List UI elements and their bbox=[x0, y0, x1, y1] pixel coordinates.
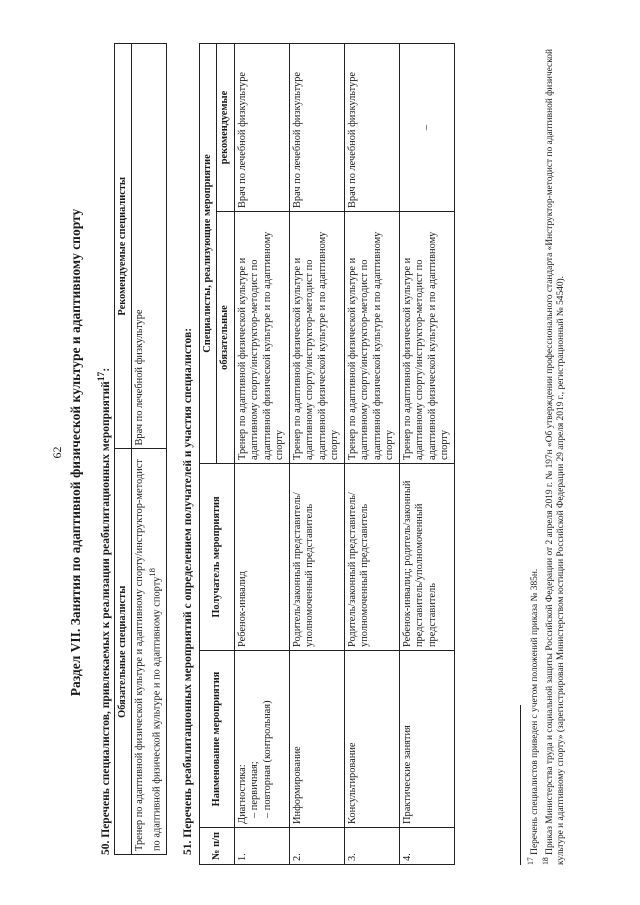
footnote-ref-17: 17 bbox=[96, 371, 107, 382]
specialists-table bbox=[114, 43, 167, 855]
footnote-18 bbox=[541, 43, 568, 865]
col-recommended-header: рекомендуемые bbox=[217, 44, 234, 212]
section-title: Раздел VII. Занятия по адаптивной физической культуре и адаптивному спорту bbox=[68, 208, 83, 697]
row-num: 4. bbox=[399, 828, 454, 865]
table-row bbox=[344, 44, 399, 865]
row-name: Практические занятия bbox=[399, 651, 454, 828]
row-recommended: Врач по лечебной физкультуре bbox=[344, 44, 399, 212]
footnote-text: Приказ Министерства труда и социальной защиты Российской Федерации от 2 апреля 2019 г. № 197н «Об утверждении профессионального стандарта «Инструктор-методист по адаптивной физической культуре и адаптивному спорту» (зарегистрирован Министерством юстиции Российской Федерации 29 апреля 2019 г., регистрационный № 54540). bbox=[545, 48, 567, 865]
s50-caption bbox=[96, 368, 112, 855]
required-specialist-text: Тренер по адаптивной физической культуре и адаптивному спорту/инструктор-методист по адаптивной физической культуре и по адаптивному спорту bbox=[134, 459, 163, 851]
recommended-specialist-cell: Врач по лечебной физкультуре bbox=[132, 44, 166, 450]
footnote-17 bbox=[526, 569, 541, 865]
row-recommended: – bbox=[399, 44, 454, 212]
row-name: Информирование bbox=[289, 651, 344, 828]
row-num: 2. bbox=[289, 828, 344, 865]
footnote-text: Перечень специалистов приведен с учетом положений приказа № 385н. bbox=[530, 568, 541, 855]
col-required-header: Обязательные специалисты bbox=[115, 449, 132, 855]
footnote-mark: 17 bbox=[526, 857, 535, 865]
row-required: Тренер по адаптивной физической культуре и адаптивному спорту/инструктор-методист по адаптивной физической культуре и по адаптивному спорту bbox=[399, 212, 454, 464]
table-row bbox=[399, 44, 454, 865]
footnote-mark: 18 bbox=[541, 857, 550, 865]
row-num: 1. bbox=[234, 828, 289, 865]
row-required: Тренер по адаптивной физической культуре и адаптивному спорту/инструктор-методист по адаптивной физической культуре и по адаптивному спорту bbox=[234, 212, 289, 464]
row-name-subitem: – повторная (контрольная) bbox=[261, 700, 273, 818]
col-specialists-header: Специалисты, реализующие мероприятие bbox=[200, 44, 217, 464]
required-specialist-cell bbox=[132, 449, 166, 855]
footnote-divider bbox=[520, 705, 521, 865]
table-row bbox=[234, 44, 289, 865]
row-recipient: Ребенок-инвалид bbox=[234, 464, 289, 651]
row-recommended: Врач по лечебной физкультуре bbox=[289, 44, 344, 212]
row-name-text: Диагностика: bbox=[236, 764, 248, 824]
col-num-header: № п/п bbox=[200, 828, 235, 865]
row-name bbox=[234, 651, 289, 828]
row-name-subitem: – первичная; bbox=[249, 761, 261, 818]
row-required: Тренер по адаптивной физической культуре и адаптивному спорту/инструктор-методист по адаптивной физической культуре и по адаптивному спорту bbox=[289, 212, 344, 464]
col-recommended-header: Рекомендуемые специалисты bbox=[115, 44, 132, 450]
footnote-ref-18: 18 bbox=[146, 568, 157, 577]
s50-caption-text: 50. Перечень специалистов, привлекаемых к реализации реабилитационных мероприятий bbox=[99, 381, 112, 855]
row-required: Тренер по адаптивной физической культуре и адаптивному спорту/инструктор-методист по адаптивной физической культуре и по адаптивному спорту bbox=[344, 212, 399, 464]
row-recipient: Родитель/законный представитель/уполномоченный представитель bbox=[289, 464, 344, 651]
col-recipient-header: Получатель мероприятия bbox=[200, 464, 235, 651]
row-recipient: Родитель/законный представитель/уполномоченный представитель bbox=[344, 464, 399, 651]
page-number: 62 bbox=[50, 446, 64, 459]
row-name: Консультирование bbox=[344, 651, 399, 828]
row-recommended: Врач по лечебной физкультуре bbox=[234, 44, 289, 212]
table-row bbox=[289, 44, 344, 865]
measures-table bbox=[199, 43, 455, 865]
s50-caption-end: : bbox=[99, 367, 112, 372]
s51-caption: 51. Перечень реабилитационных мероприятий с определением получателей и участия специалистов: bbox=[182, 327, 194, 855]
col-required-header: обязательные bbox=[217, 212, 234, 464]
row-recipient: Ребенок-инвалид; родитель/законный представитель/уполномоченный представитель bbox=[399, 464, 454, 651]
row-num: 3. bbox=[344, 828, 399, 865]
col-name-header: Наименование мероприятия bbox=[200, 651, 235, 828]
